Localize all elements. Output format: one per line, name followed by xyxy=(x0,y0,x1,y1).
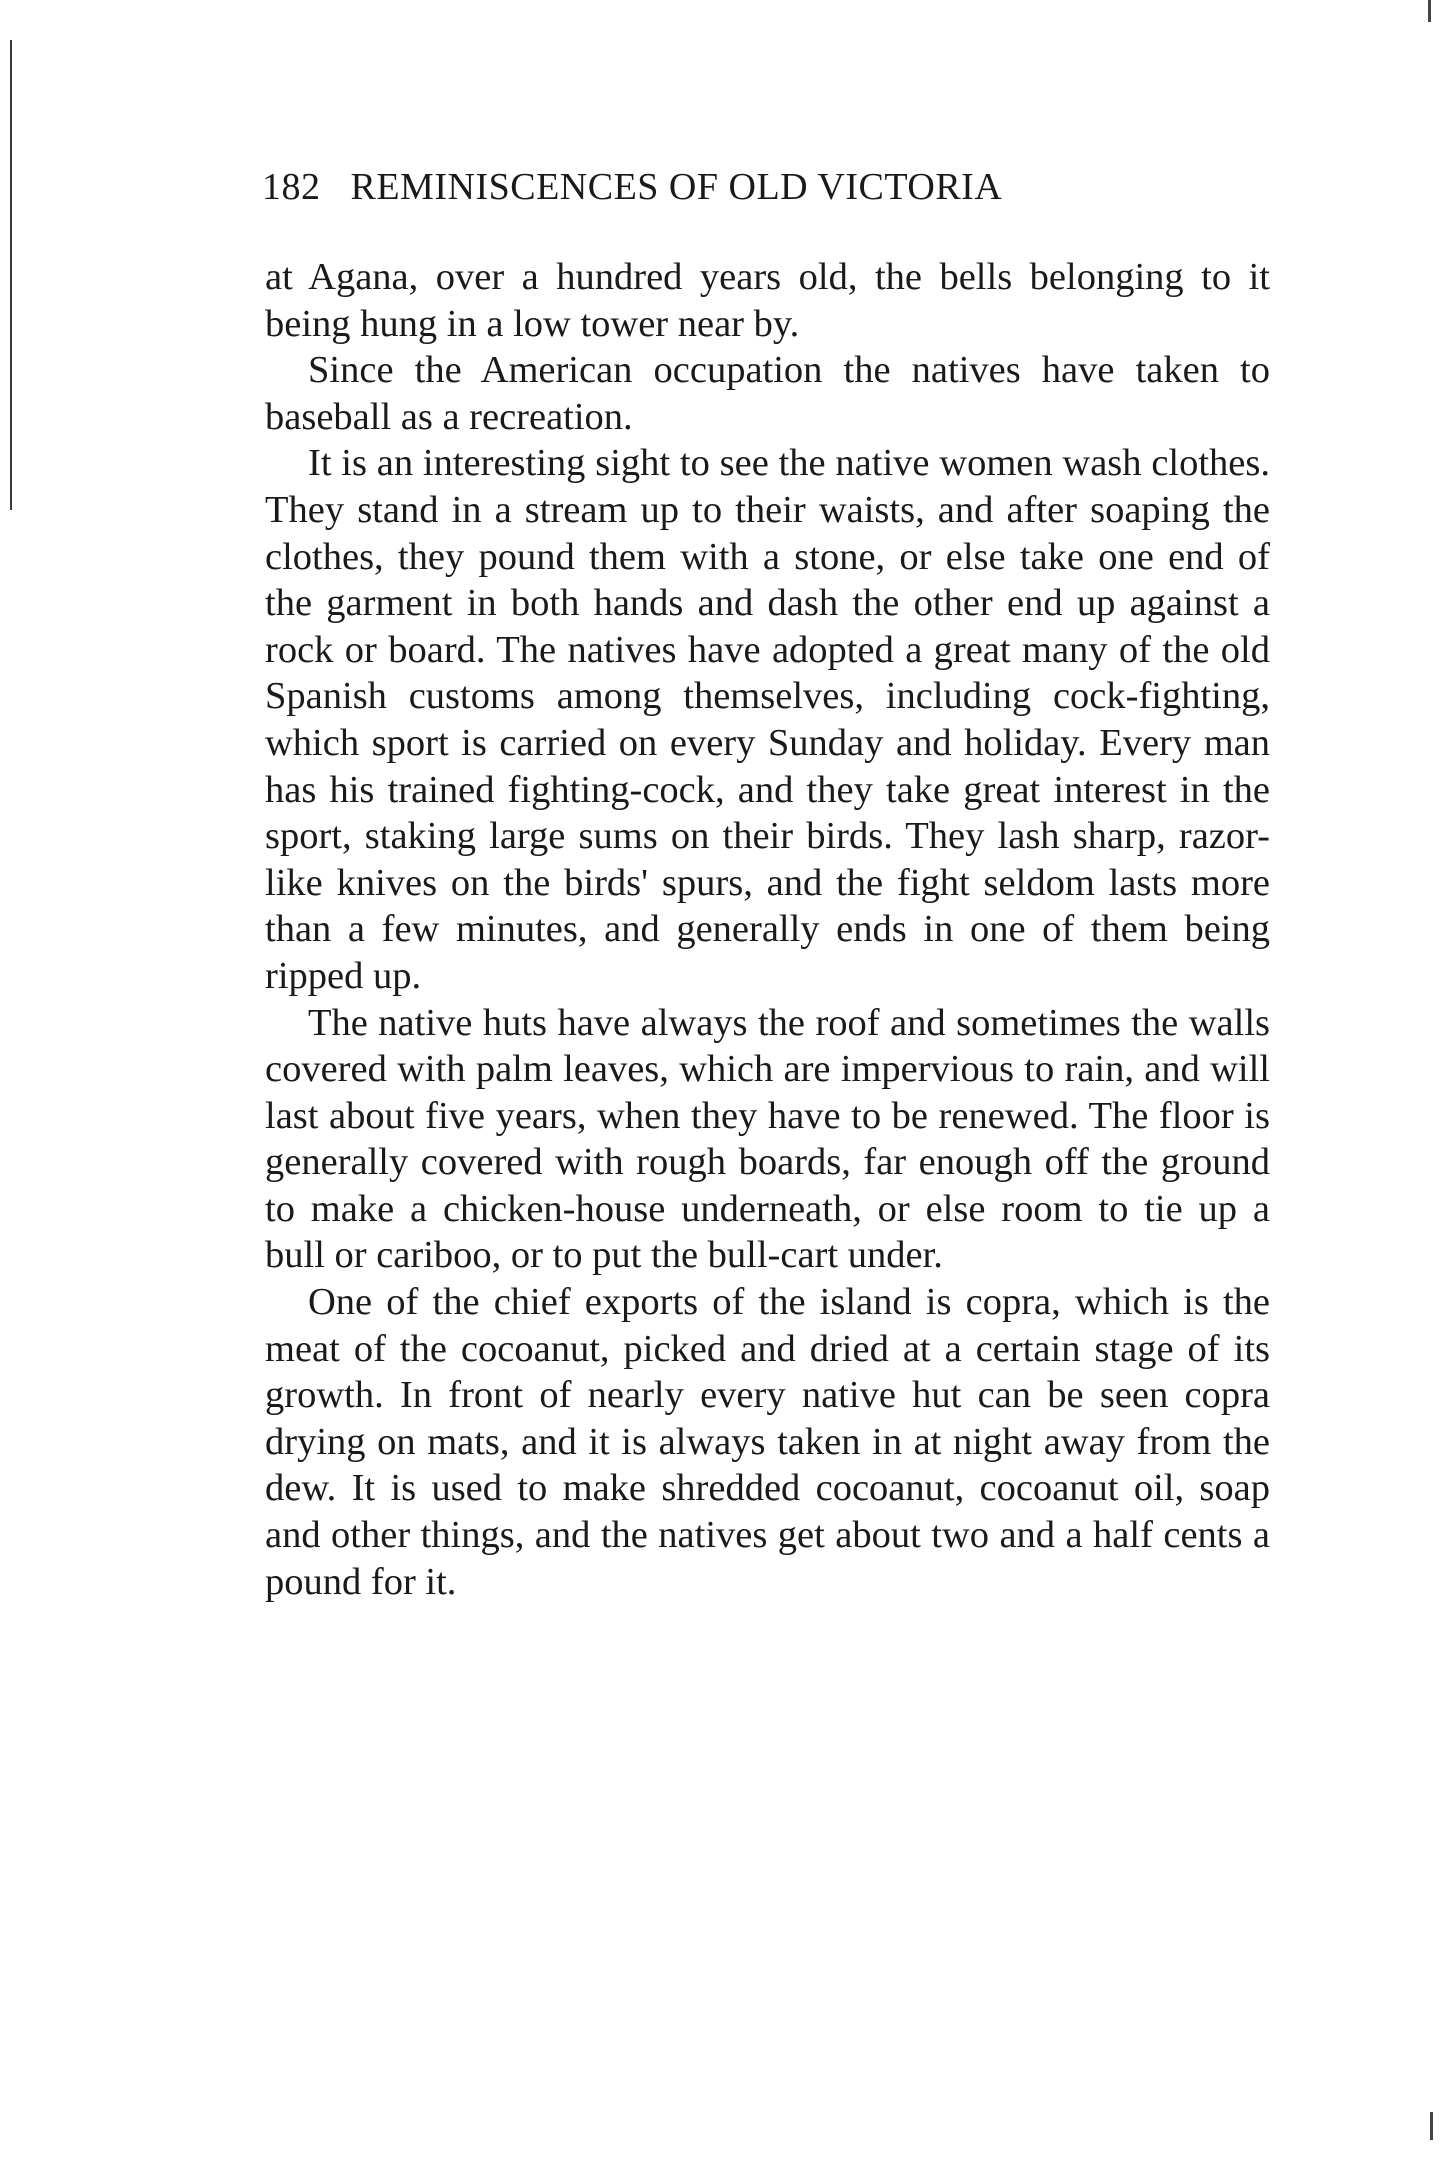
corner-mark xyxy=(1430,2112,1433,2140)
paragraph: One of the chief exports of the island is copra, which is the meat of the cocoanut, picked and dried at a certain stage of its growth. In front of nearly every native hut can be seen copra drying on mats, and it is always taken in at night away from the dew. It is used to make shredded cocoanut, cocoanut oil, soap and other things, and the natives get about two and a half cents a pound for it. xyxy=(265,1281,1270,1603)
running-title: REMINISCENCES OF OLD VICTORIA xyxy=(350,166,1003,208)
corner-mark xyxy=(1428,0,1431,22)
page-number: 182 xyxy=(262,166,321,208)
page-edge-line xyxy=(10,40,12,510)
running-header xyxy=(262,165,1192,209)
paragraph: at Agana, over a hundred years old, the bells belonging to it being hung in a low tower near by. xyxy=(265,256,1270,345)
paragraph: Since the American occupation the natives have taken to baseball as a recreation. xyxy=(265,349,1270,438)
paragraph: The native huts have always the roof and sometimes the walls covered with palm leaves, which are impervious to rain, and will last about five years, when they have to be renewed. The floor is generally covered with rough boards, far enough off the ground to make a chicken-house underneath, or else room to tie up a bull or cariboo, or to put the bull-cart under. xyxy=(265,1001,1270,1277)
body-text xyxy=(265,254,1270,1605)
paragraph: It is an interesting sight to see the native women wash clothes. They stand in a stream up to their waists, and after soaping the clothes, they pound them with a stone, or else take one end of the garment in both hands and dash the other end up against a rock or board. The natives have adopted a great many of the old Spanish customs among themselves, including cock-fighting, which sport is carried on every Sunday and holiday. Every man has his trained fighting-cock, and they take great interest in the sport, staking large sums on their birds. They lash sharp, razor-like knives on the birds' spurs, and the fight seldom lasts more than a few minutes, and generally ends in one of them being ripped up. xyxy=(265,442,1270,997)
